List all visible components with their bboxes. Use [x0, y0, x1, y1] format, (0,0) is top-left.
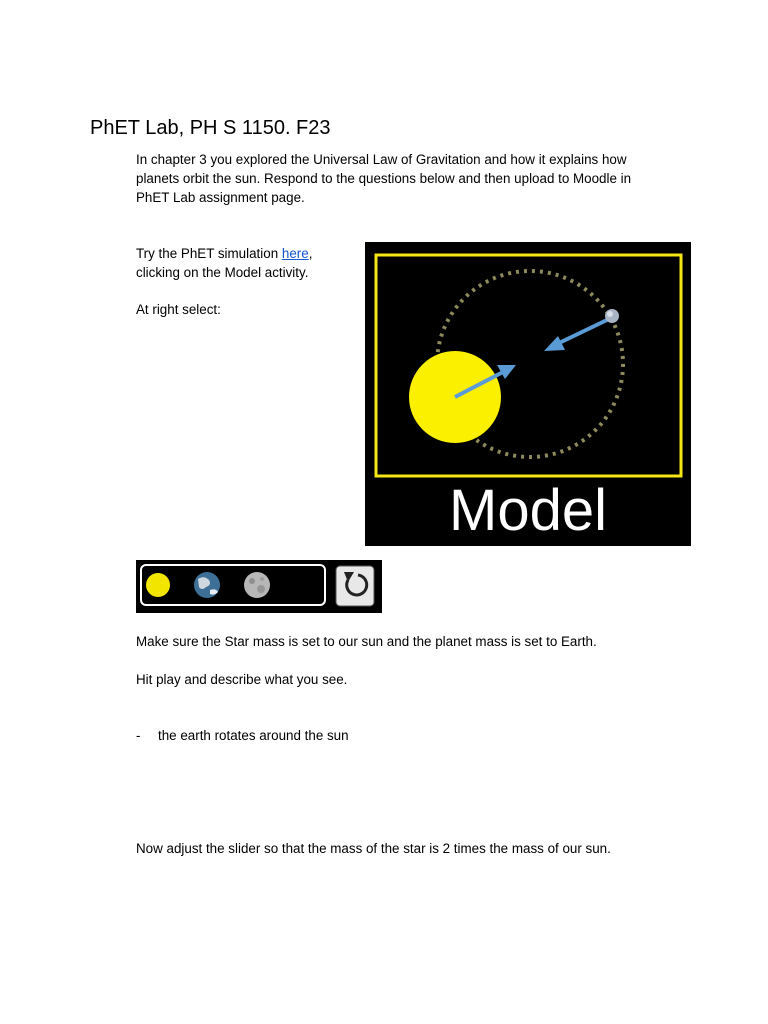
- model-activity-graphic: [365, 242, 691, 546]
- reset-icon[interactable]: [336, 566, 374, 606]
- simulation-link[interactable]: here: [281, 246, 309, 261]
- body-selector-graphic: [136, 560, 382, 613]
- model-label: Model: [449, 478, 607, 543]
- instruction-adjust-slider: Now adjust the slider so that the mass of the star is 2 times the mass of our sun.: [136, 841, 611, 856]
- page-title: PhET Lab, PH S 1150. F23: [90, 117, 331, 139]
- try-prefix: Try the PhET simulation: [136, 246, 282, 261]
- intro-paragraph: In chapter 3 you explored the Universal Law of Gravitation and how it explains how planets orbit the sun. Respond to the questions below and then upload to Moodle in PhET Lab assignment page.: [136, 152, 632, 205]
- sun-icon[interactable]: [146, 573, 170, 597]
- body-selector-image: [136, 560, 382, 613]
- answer-bullet: [136, 727, 349, 746]
- try-simulation-paragraph: [136, 245, 336, 283]
- model-activity-image: [365, 242, 691, 546]
- answer-text: the earth rotates around the sun: [158, 728, 349, 743]
- instruction-mass-settings: Make sure the Star mass is set to our sun and the planet mass is set to Earth.: [136, 634, 597, 649]
- bullet-dash: -: [136, 728, 141, 743]
- at-right-label: At right select:: [136, 302, 221, 317]
- instruction-hit-play: Hit play and describe what you see.: [136, 672, 348, 687]
- moon-icon[interactable]: [244, 572, 270, 598]
- try-suffix: , clicking on the Model activity.: [136, 246, 313, 280]
